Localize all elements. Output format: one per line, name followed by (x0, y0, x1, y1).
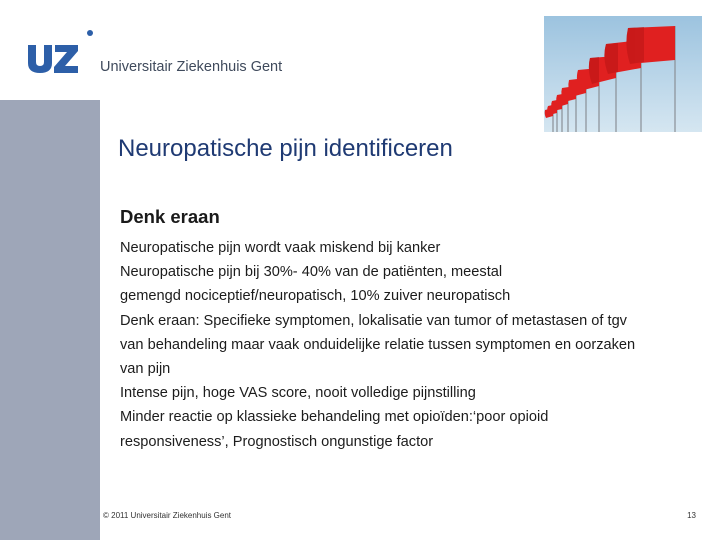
uz-gent-logo (26, 30, 326, 76)
body-line: Intense pijn, hoge VAS score, nooit volledige pijnstilling (120, 385, 476, 402)
red-flags-photo (544, 16, 702, 132)
body-line: van behandeling maar vaak onduidelijke relatie tussen symptomen en oorzaken (120, 336, 636, 353)
body-line: responsiveness’, Prognostisch ongunstige factor (120, 433, 434, 450)
body-line: Neuropatische pijn wordt vaak miskend bij kanker (120, 240, 441, 256)
body-line: gemengd nociceptief/neuropatisch, 10% zuiver neuropatisch (120, 288, 511, 305)
left-accent-bar (0, 100, 100, 540)
slide-body (120, 206, 700, 454)
slide-subhead: Denk eraan (120, 206, 220, 227)
body-lines (120, 236, 700, 454)
uz-logo-icon (26, 30, 98, 74)
body-line: Denk eraan: Specifieke symptomen, lokalisatie van tumor of metastasen of tgv (120, 312, 627, 329)
page-number: 13 (687, 511, 696, 520)
slide-title: Neuropatische pijn identificeren (118, 135, 453, 162)
body-line: Minder reactie op klassieke behandeling met opioïden:‘poor opioid (120, 409, 549, 426)
red-flags-image (544, 16, 702, 132)
hospital-name: Universitair Ziekenhuis Gent (100, 59, 283, 75)
body-line: Neuropatische pijn bij 30%- 40% van de patiënten, meestal (120, 264, 503, 281)
body-line: van pijn (120, 361, 171, 378)
footer-copyright: © 2011 Universitair Ziekenhuis Gent (103, 511, 232, 520)
